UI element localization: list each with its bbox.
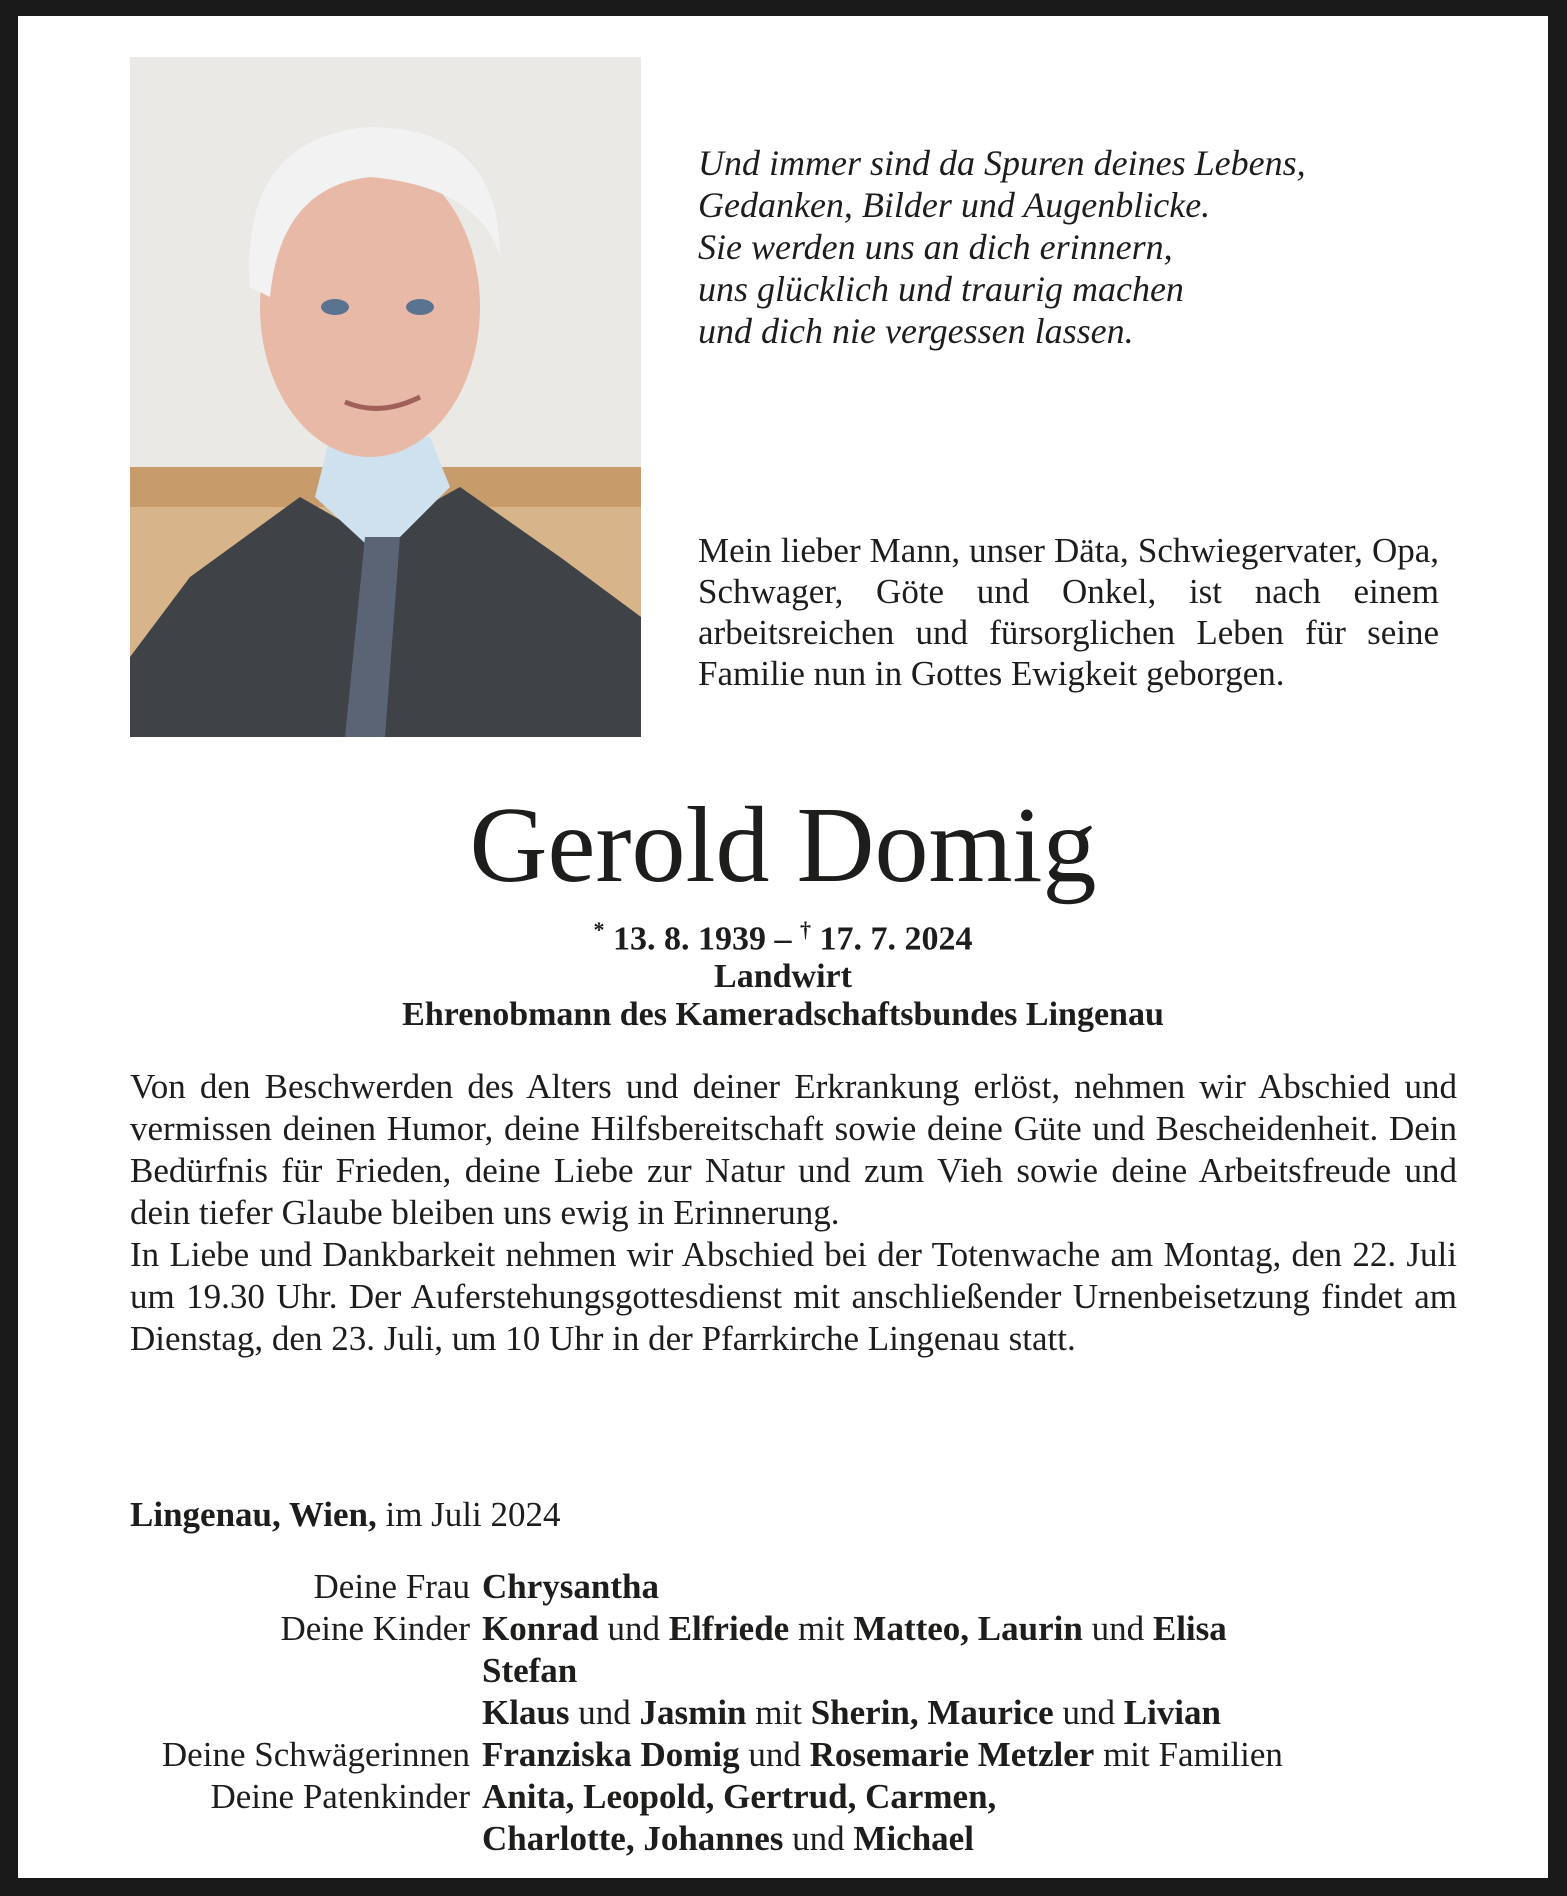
family-member-name: Konrad <box>482 1609 599 1648</box>
connector-text: mit Familien <box>1094 1735 1283 1774</box>
quote-line: Und immer sind da Spuren deines Lebens, <box>698 143 1306 183</box>
quote-line: und dich nie vergessen lassen. <box>698 311 1134 351</box>
family-names <box>482 1734 1283 1776</box>
connector-text: und <box>783 1819 854 1858</box>
family-member-name: Michael <box>853 1819 974 1858</box>
honor-title: Ehrenobmann des Kameradschaftsbundes Lingenau <box>402 996 1164 1034</box>
deceased-name: Gerold Domig <box>469 786 1097 905</box>
family-row <box>18 1818 1548 1860</box>
birth-date: 13. 8. 1939 <box>613 920 766 958</box>
portrait-photo <box>130 57 641 737</box>
place-names: Lingenau, Wien, <box>130 1495 377 1534</box>
family-member-name: Elfriede <box>668 1609 790 1648</box>
connector-text: mit <box>746 1693 811 1732</box>
family-names <box>482 1650 577 1692</box>
family-relation: Deine Kinder <box>280 1609 470 1648</box>
date-dash: – <box>766 920 800 958</box>
quote-line: Gedanken, Bilder und Augenblicke. <box>698 185 1211 225</box>
body-paragraph: In Liebe und Dankbarkeit nehmen wir Abschied bei der Totenwache am Montag, den 22. Juli um 19.30 Uhr. Der Auferstehungsgottesdienst mit anschließender Urnenbeisetzung findet am Dienstag, den 23. Juli, um 10 Uhr in der Pfarrkirche Lingenau statt. <box>130 1235 1457 1358</box>
family-member-name: Franziska Domig <box>482 1735 740 1774</box>
family-member-name: Sherin, Maurice <box>810 1693 1054 1732</box>
life-details <box>18 911 1548 1034</box>
family-member-name: Stefan <box>482 1651 578 1690</box>
connector-text: und <box>569 1693 640 1732</box>
connector-text: mit <box>789 1609 854 1648</box>
family-member-name: Livian <box>1123 1693 1221 1732</box>
quote-line: Sie werden uns an dich erinnern, <box>698 227 1173 267</box>
memorial-quote <box>698 142 1418 352</box>
family-member-name: Jasmin <box>639 1693 747 1732</box>
family-names <box>482 1566 659 1608</box>
family-list <box>18 1566 1548 1860</box>
family-row <box>18 1734 1548 1776</box>
family-row <box>18 1566 1548 1608</box>
connector-text: und <box>1053 1693 1124 1732</box>
family-row <box>18 1692 1548 1734</box>
date-line: im Juli 2024 <box>376 1495 561 1534</box>
connector-text: und <box>598 1609 669 1648</box>
family-member-name: Klaus <box>482 1693 570 1732</box>
death-date: 17. 7. 2024 <box>819 920 973 958</box>
family-row <box>18 1776 1548 1818</box>
quote-line: uns glücklich und traurig machen <box>698 269 1184 309</box>
family-relation <box>18 1650 482 1692</box>
family-row <box>18 1650 1548 1692</box>
connector-text: und <box>1082 1609 1153 1648</box>
profession: Landwirt <box>714 958 852 996</box>
family-relation <box>18 1818 482 1860</box>
connector-text: und <box>739 1735 810 1774</box>
family-relation: Deine Patenkinder <box>210 1777 470 1816</box>
family-relation: Deine Frau <box>313 1567 470 1606</box>
family-member-name: Chrysantha <box>482 1567 659 1606</box>
family-relation <box>18 1692 482 1734</box>
family-names <box>482 1776 996 1818</box>
life-dates <box>18 911 1548 958</box>
family-names <box>482 1608 1227 1650</box>
family-member-name: Charlotte, Johannes <box>482 1819 784 1858</box>
family-member-name: Anita, Leopold, Gertrud, Carmen, <box>482 1777 997 1816</box>
family-member-name: Matteo, Laurin <box>853 1609 1083 1648</box>
obituary-card <box>18 16 1548 1878</box>
family-member-name: Rosemarie Metzler <box>809 1735 1095 1774</box>
place-date <box>130 1494 561 1536</box>
family-names <box>482 1692 1221 1734</box>
family-names <box>482 1818 974 1860</box>
body-paragraph: Von den Beschwerden des Alters und deiner Erkrankung erlöst, nehmen wir Abschied und vermissen deinen Humor, deine Hilfsbereitschaft sowie deine Güte und Bescheidenheit. Dein Bedürfnis für Frieden, deine Liebe zur Natur und zum Vieh sowie deine Arbeitsfreude und dein tiefer Glaube bleiben uns ewig in Erinnerung. <box>130 1067 1457 1232</box>
family-row <box>18 1608 1548 1650</box>
body-text <box>130 1066 1457 1360</box>
birth-symbol: * <box>593 917 605 942</box>
death-symbol: † <box>800 917 811 942</box>
family-member-name: Elisa <box>1152 1609 1227 1648</box>
intro-text: Mein lieber Mann, unser Däta, Schwiegervater, Opa, Schwager, Göte und Onkel, ist nach einem arbeitsreichen und fürsorglichen Leben für seine Familie nun in Gottes Ewigkeit geborgen. <box>698 531 1439 693</box>
family-relation: Deine Schwägerinnen <box>161 1735 470 1774</box>
